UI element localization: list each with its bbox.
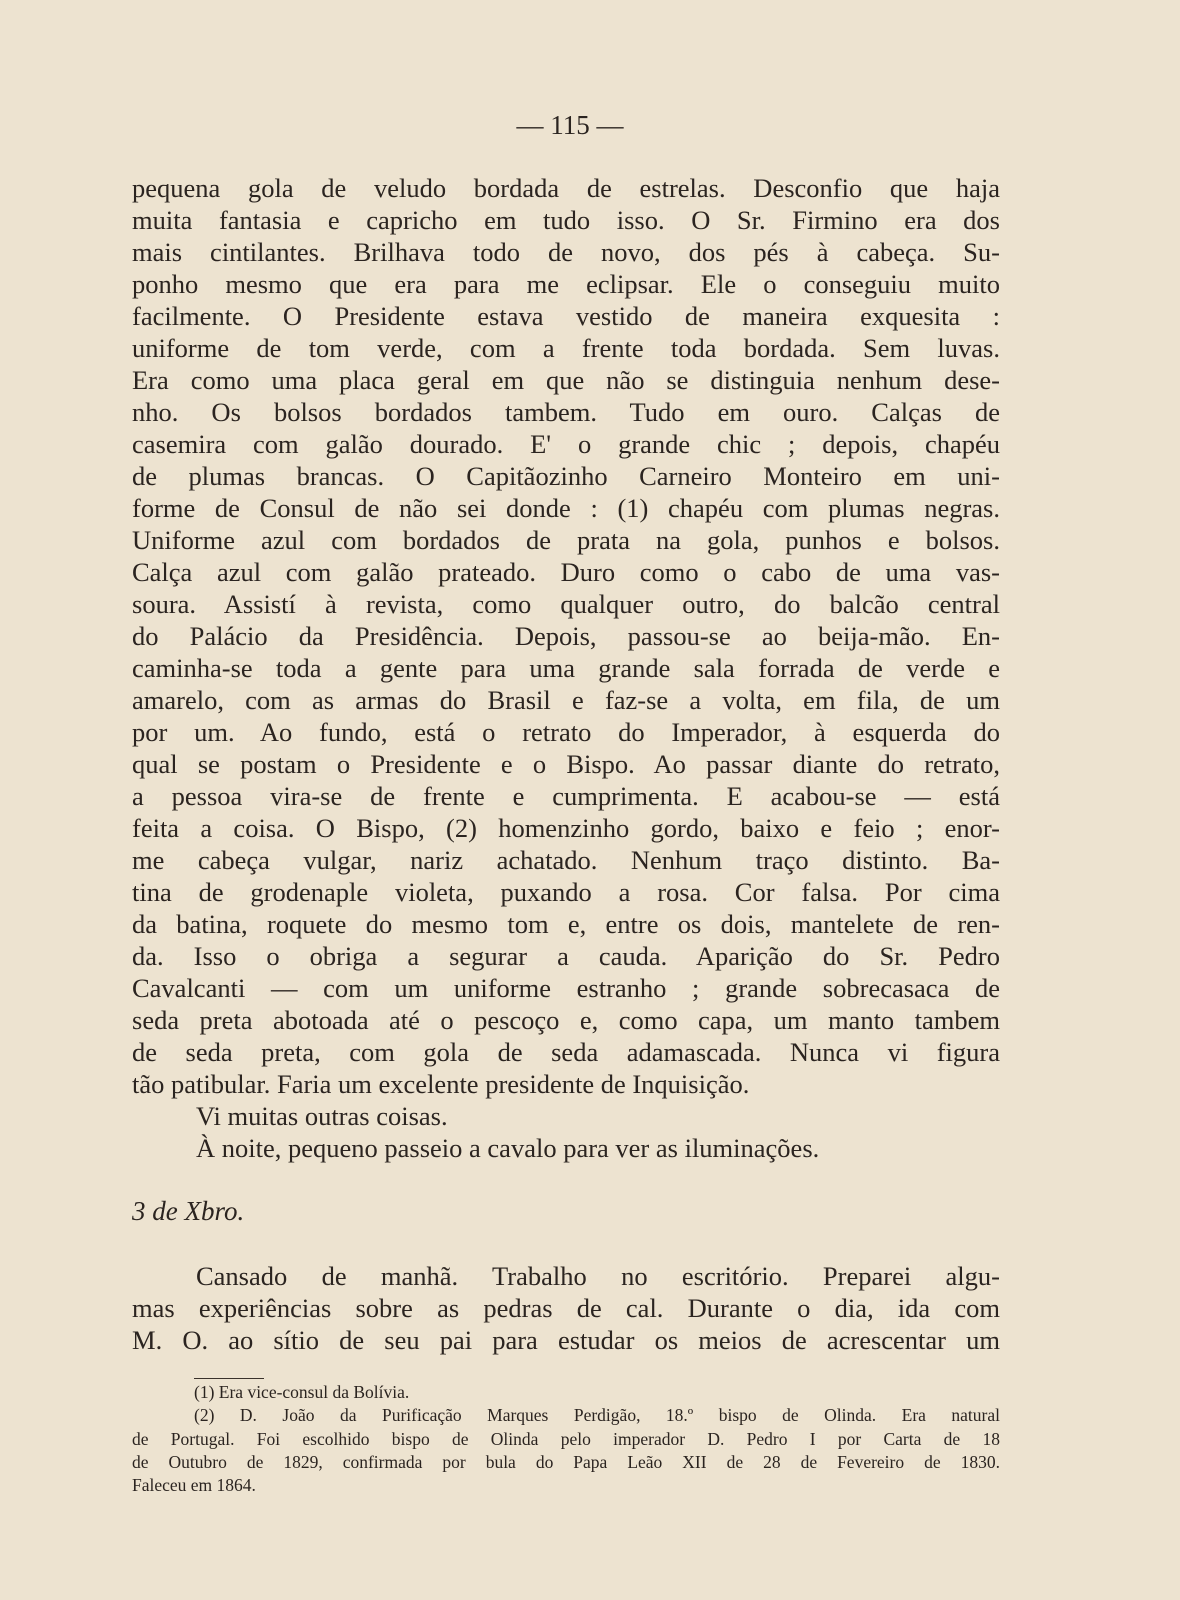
text-line: de seda preta, com gola de seda adamascada. Nunca vi figura — [132, 1037, 1000, 1067]
text-line: feita a coisa. O Bispo, (2) homenzinho gordo, baixo e feio ; enor- — [132, 813, 1000, 843]
footnote-divider — [194, 1378, 264, 1379]
section-heading: 3 de Xbro. — [132, 1196, 245, 1226]
text-line: mas experiências sobre as pedras de cal. Durante o dia, ida com — [132, 1293, 1000, 1323]
text-line: por um. Ao fundo, está o retrato do Imperador, à esquerda do — [132, 717, 1000, 747]
text-line: caminha-se toda a gente para uma grande sala forrada de verde e — [132, 653, 1000, 683]
section-text — [132, 1260, 1000, 1356]
text-line: Calça azul com galão prateado. Duro como o cabo de uma vas- — [132, 557, 1000, 587]
text-line: forme de Consul de não sei donde : (1) chapéu com plumas negras. — [132, 493, 1000, 523]
footnote-line: de Portugal. Foi escolhido bispo de Olinda pelo imperador D. Pedro I por Carta de 18 — [132, 1428, 1000, 1449]
footnote-line: (2) D. João da Purificação Marques Perdigão, 18.º bispo de Olinda. Era natural — [194, 1405, 1000, 1426]
text-line: nho. Os bolsos bordados tambem. Tudo em ouro. Calças de — [132, 397, 1000, 427]
text-line: seda preta abotoada até o pescoço e, como capa, um manto tambem — [132, 1005, 1000, 1035]
footnotes — [132, 1381, 1000, 1497]
text-line: da batina, roquete do mesmo tom e, entre os dois, mantelete de ren- — [132, 909, 1000, 939]
text-line: facilmente. O Presidente estava vestido de maneira exquesita : — [132, 301, 1000, 331]
footnote-line: (1) Era vice-consul da Bolívia. — [194, 1382, 410, 1402]
page-number: — 115 — — [516, 110, 624, 140]
text-line: amarelo, com as armas do Brasil e faz-se a volta, em fila, de um — [132, 685, 1000, 715]
text-line: Era como uma placa geral em que não se distinguia nenhum dese- — [132, 365, 1000, 395]
text-line: a pessoa vira-se de frente e cumprimenta. E acabou-se — está — [132, 781, 1000, 811]
text-line: casemira com galão dourado. E' o grande chic ; depois, chapéu — [132, 429, 1000, 459]
text-line: uniforme de tom verde, com a frente toda bordada. Sem luvas. — [132, 333, 1000, 363]
text-line: soura. Assistí à revista, como qualquer outro, do balcão central — [132, 589, 1000, 619]
text-line: de plumas brancas. O Capitãozinho Carneiro Monteiro em uni- — [132, 461, 1000, 491]
text-line: tão patibular. Faria um excelente presidente de Inquisição. — [132, 1069, 750, 1099]
footnote-line: de Outubro de 1829, confirmada por bula do Papa Leão XII de 28 de Fevereiro de 1830. — [132, 1451, 1000, 1472]
text-line: da. Isso o obriga a segurar a cauda. Aparição do Sr. Pedro — [132, 941, 1000, 971]
text-line: do Palácio da Presidência. Depois, passou-se ao beija-mão. En- — [132, 621, 1000, 651]
text-line: pequena gola de veludo bordada de estrelas. Desconfio que haja — [132, 173, 1000, 203]
text-line: À noite, pequeno passeio a cavalo para ver as iluminações. — [196, 1133, 820, 1163]
text-line: tina de grodenaple violeta, puxando a rosa. Cor falsa. Por cima — [132, 877, 1000, 907]
body-text — [132, 172, 1000, 1164]
text-line: qual se postam o Presidente e o Bispo. Ao passar diante do retrato, — [132, 749, 1000, 779]
text-line: Cavalcanti — com um uniforme estranho ; grande sobrecasaca de — [132, 973, 1000, 1003]
text-line: muita fantasia e capricho em tudo isso. O Sr. Firmino era dos — [132, 205, 1000, 235]
text-line: M. O. ao sítio de seu pai para estudar os meios de acrescentar um — [132, 1325, 1000, 1355]
footnote-line: Faleceu em 1864. — [132, 1475, 256, 1496]
text-line: ponho mesmo que era para me eclipsar. Ele o conseguiu muito — [132, 269, 1000, 299]
text-line: mais cintilantes. Brilhava todo de novo, dos pés à cabeça. Su- — [132, 237, 1000, 267]
text-line: me cabeça vulgar, nariz achatado. Nenhum traço distinto. Ba- — [132, 845, 1000, 875]
text-line: Uniforme azul com bordados de prata na gola, punhos e bolsos. — [132, 525, 1000, 555]
text-line: Cansado de manhã. Trabalho no escritório. Preparei algu- — [196, 1261, 1000, 1291]
text-line: Vi muitas outras coisas. — [196, 1101, 448, 1131]
